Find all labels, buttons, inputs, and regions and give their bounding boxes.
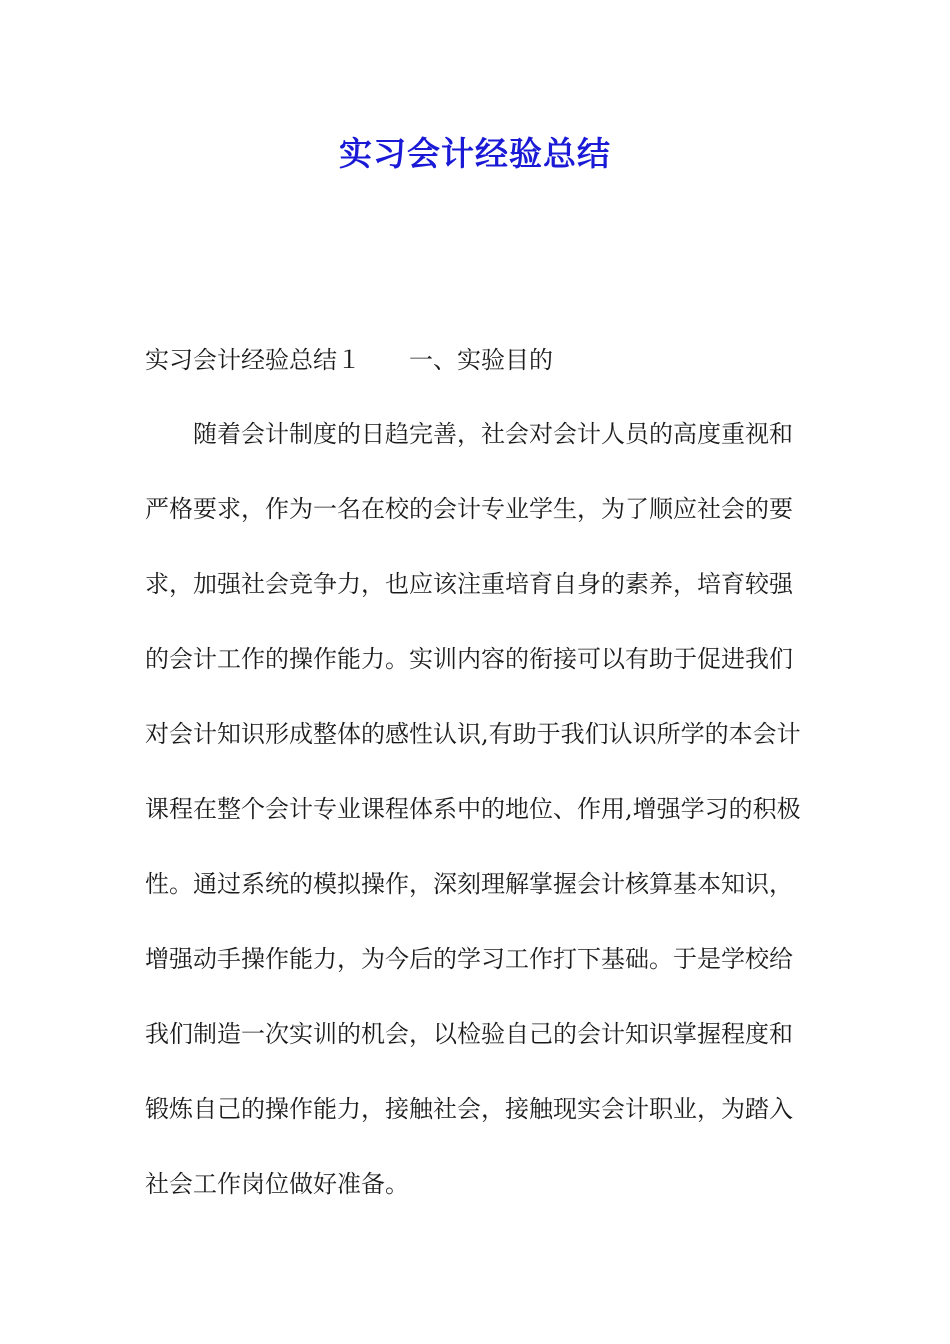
paragraph-line: 求，加强社会竞争力，也应该注重培育自身的素养，培育较强 (145, 570, 793, 598)
section-heading: 实习会计经验总结１ (145, 346, 361, 374)
section-heading-line (145, 348, 553, 372)
paragraph-line: 锻炼自己的操作能力，接触社会，接触现实会计职业，为踏入 (145, 1095, 793, 1123)
document-title: 实习会计经验总结 (339, 134, 611, 173)
paragraph-line: 课程在整个会计专业课程体系中的地位、作用,增强学习的积极 (145, 795, 801, 823)
paragraph-line: 增强动手操作能力，为今后的学习工作打下基础。于是学校给 (145, 945, 793, 973)
paragraph-line: 对会计知识形成整体的感性认识,有助于我们认识所学的本会计 (145, 720, 801, 748)
paragraph-line: 性。通过系统的模拟操作，深刻理解掌握会计核算基本知识， (145, 870, 793, 898)
paragraph-line: 我们制造一次实训的机会，以检验自己的会计知识掌握程度和 (145, 1020, 793, 1048)
paragraph-line: 的会计工作的操作能力。实训内容的衔接可以有助于促进我们 (145, 645, 793, 673)
paragraph-line: 严格要求，作为一名在校的会计专业学生，为了顺应社会的要 (145, 495, 793, 523)
subsection-heading: 一、实验目的 (409, 346, 553, 374)
paragraph-line: 随着会计制度的日趋完善，社会对会计人员的高度重视和 (145, 420, 793, 448)
paragraph-line: 社会工作岗位做好准备。 (145, 1170, 409, 1198)
